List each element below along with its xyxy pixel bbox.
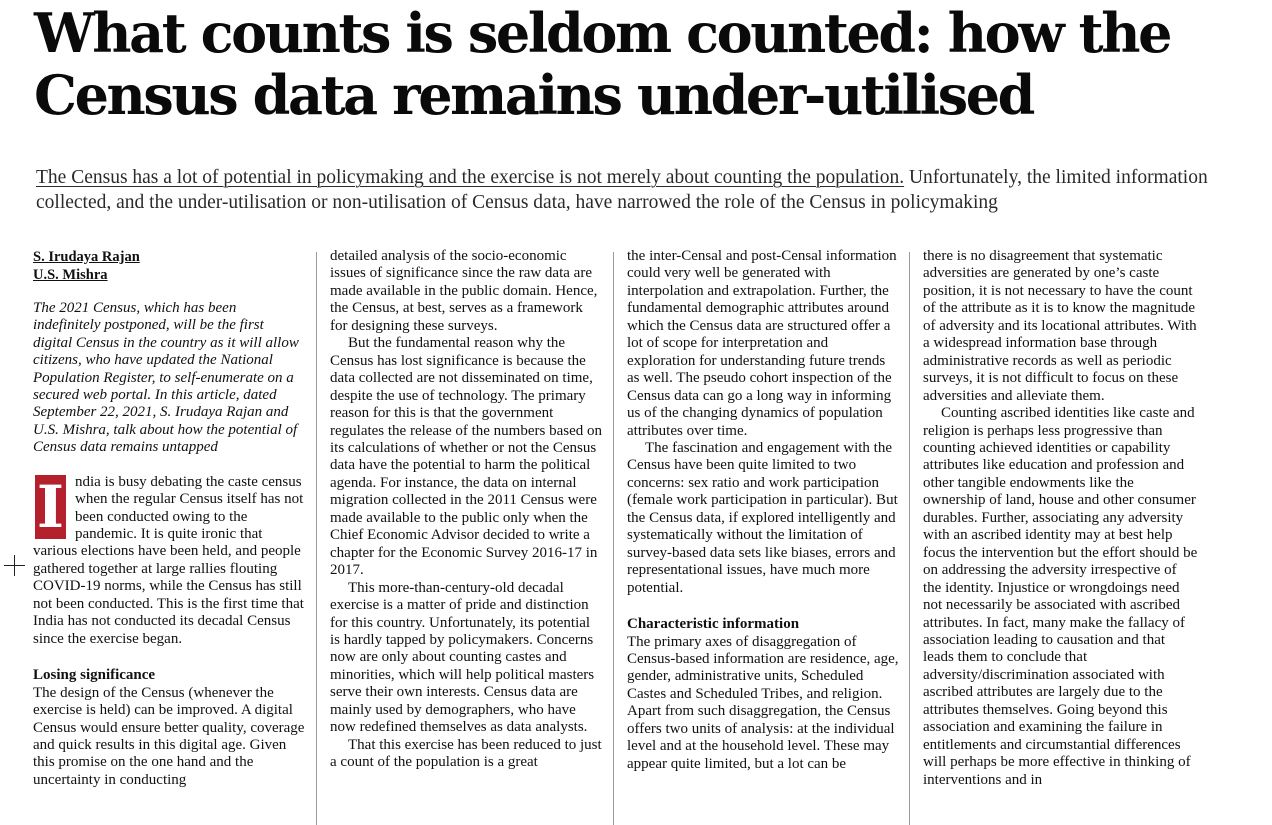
column-rule <box>316 252 317 825</box>
paragraph: the inter-Censal and post-Censal information could very well be generated with interpolation and extrapolation. Further, the fundamental demographic attributes around which the Census data are structured offer a lot of scope for interpretation and exploration for understanding future trends as well. The pseudo cohort inspection of the Census data can go a long way in informing us of the changing dynamics of population attributes over time. <box>627 248 897 439</box>
column-3 <box>627 248 900 825</box>
crosshair-cursor-icon <box>4 555 26 577</box>
paragraph: The primary axes of disaggregation of Census-based information are residence, age, gender, administrative units, Scheduled Castes and Scheduled Tribes, and religion. Apart from such disaggregation, the Census offers two units of analysis: at the individual level and at the household level. These may appear quite limited, but a lot can be <box>627 633 899 772</box>
paragraph-text: ndia is busy debating the caste census when the regular Census itself has not been conducted owing to the pandemic. It is quite ironic that various elections have been held, and people gathered together at large rallies flouting COVID-19 norms, while the Census has still not been conducted. This is the first time that India has not conducted its decadal Census since the exercise began. <box>33 473 304 647</box>
opening-paragraph <box>33 474 306 649</box>
column-rule <box>909 252 910 825</box>
drop-cap: I <box>36 472 65 541</box>
column-2 <box>330 248 603 825</box>
paragraph: The design of the Census (whenever the exercise is held) can be improved. A digital Census would ensure better quality, coverage and quick results in this digital age. Given this promise on the one hand and the uncertainty in conducting <box>33 684 305 788</box>
paragraph: This more-than-century-old decadal exercise is a matter of pride and distinction for this country. Unfortunately, its potential is hardly tapped by policymakers. Concerns now are only about counting castes and minorities, which will help political masters serve their own interests. Census data are mainly used by demographers, who have now redefined themselves as data analysts. <box>330 579 595 736</box>
standfirst <box>36 165 1236 215</box>
standfirst-highlight: The Census has a lot of potential in policymaking and the exercise is not merely about counting the population. <box>36 167 905 188</box>
article-headline: What counts is seldom counted: how the Census data remains under-utilised <box>34 1 1171 127</box>
paragraph: there is no disagreement that systematic adversities are generated by one’s caste position, it is not necessary to have the count of the attribute as it is to know the magnitude of adversity and its locational attributes. With a widespread information base through administrative records as well as periodic surveys, it is not difficult to focus on these adversities and alleviate them. <box>923 248 1197 404</box>
paragraph: detailed analysis of the socio-economic issues of significance since the raw data are made available in the public domain. Hence, the Census, at best, serves as a framework for designing these surveys. <box>330 248 598 334</box>
subheading: Characteristic information <box>627 616 800 633</box>
paragraph: The fascination and engagement with the Census have been quite limited to two concerns: sex ratio and work participation (female work participation in particular). But the Census data, if explored intelligently and systematically without the limitation of survey-based data sets like biases, errors and representational issues, have much more potential. <box>627 439 898 596</box>
paragraph: That this exercise has been reduced to just a count of the population is a great <box>330 736 602 771</box>
author-link[interactable]: U.S. Mishra <box>33 267 108 283</box>
paragraph: But the fundamental reason why the Census has lost significance is because the data collected are not disseminated on time, despite the use of technology. The primary reason for this is that the government regulates the release of the numbers based on its calculations of whether or not the Census data have the potential to harm the political agenda. For instance, the data on internal migration collected in the 2011 Census were made available to the public only when the Chief Economic Advisor decided to write a chapter for the Economic Survey 2016-17 in 2017. <box>330 335 602 579</box>
column-4 <box>923 248 1198 825</box>
standfirst-rest: Unfortunately, the limited information collected, and the under-utilisation or non-utilisation of Census data, have narrowed the role of the Census in policymaking <box>36 167 1208 213</box>
column-rule <box>613 252 614 825</box>
article-intro: The 2021 Census, which has been indefinitely postponed, will be the first digital Census in the country as it will allow citizens, who have updated the National Population Register, to self-enumerate on a secured web portal. In this article, dated September 22, 2021, S. Irudaya Rajan and U.S. Mishra, talk about how the potential of Census data remains untapped <box>33 300 299 456</box>
subheading: Losing significance <box>33 667 156 684</box>
author-link[interactable]: S. Irudaya Rajan <box>33 249 140 265</box>
paragraph: Counting ascribed identities like caste and religion is perhaps less progressive than counting achieved identities or capability attributes like education and profession and other tangible endowments like the ownership of land, house and other consumer durables. Further, associating any adversity with an ascribed identity may at best help focus the intervention but the effort should be on addressing the adversity irrespective of the identity. Injustice or wrongdoings need not necessarily be associated with ascribed attributes. In fact, many make the fallacy of association leading to causation and that leads them to conclude that adversity/discrimination associated with ascribed attributes are largely due to the attributes themselves. Going beyond this association and examining the failure in entitlements and circumstantial differences will perhaps be more effective in thinking of interventions and in <box>923 405 1198 788</box>
column-1 <box>33 248 306 825</box>
